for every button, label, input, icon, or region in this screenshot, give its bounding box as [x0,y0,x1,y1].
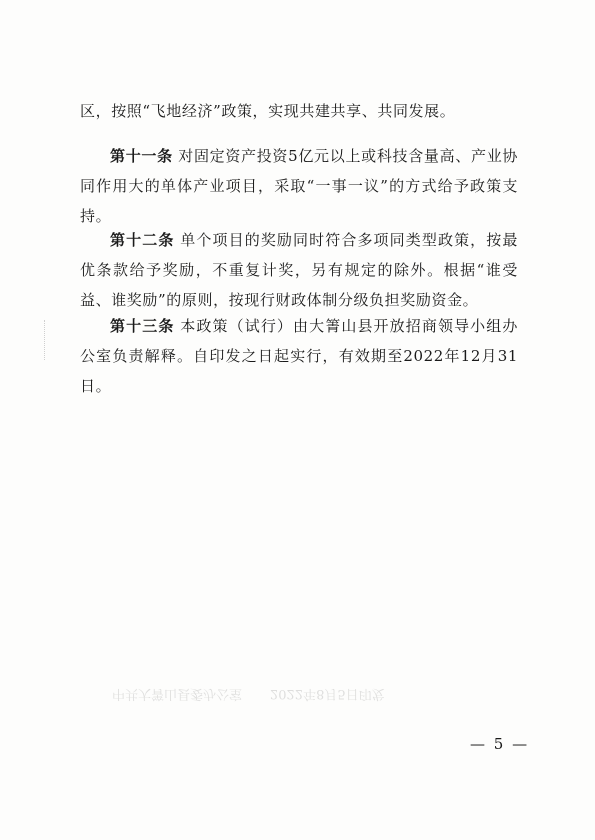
paragraph-text: 区，按照“飞地经济”政策，实现共建共享、共同发展。 [80,102,456,120]
binding-marks [44,320,47,360]
article-heading: 第十一条 [110,147,173,165]
article-12 [80,225,518,315]
article-text: 本政策（试行）由大箐山县开放招商领导小组办公室负责解释。自印发之日起实行，有效期至2022年12月31日。 [80,317,518,395]
page-number: — 5 — [470,735,530,753]
article-heading: 第十二条 [110,231,175,249]
article-text: 对固定资产投资5亿元以上或科技含量高、产业协同作用大的单体产业项目，采取“一事一议”的方式给予政策支持。 [80,147,518,225]
show-through-date: 2022年8月5日印发 [270,686,385,701]
paragraph-continuation [80,96,518,126]
article-text: 单个项目的奖励同时符合多项同类型政策，按最优条款给予奖励，不重复计奖，另有规定的除外。根据“谁受益、谁奖励”的原则，按现行财政体制分级负担奖励资金。 [80,231,518,309]
article-heading: 第十三条 [110,317,175,335]
show-through-issuer: 中共大箐山县委办公室 [112,686,243,701]
article-11 [80,141,518,231]
article-13 [80,311,518,401]
show-through-text [100,680,545,706]
